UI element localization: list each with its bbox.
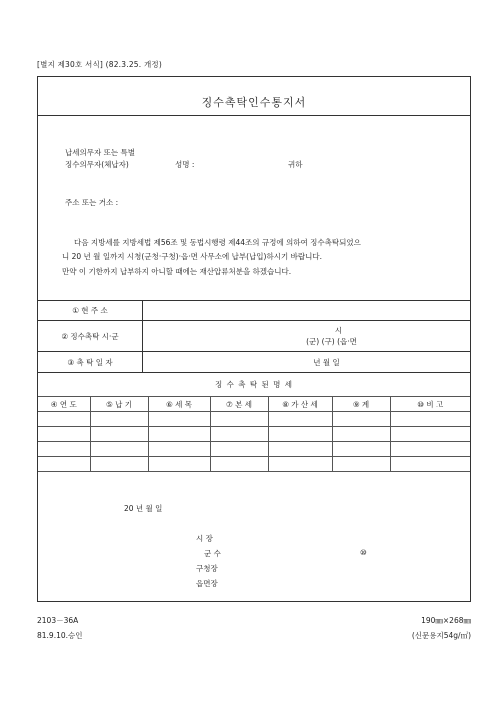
approval-date: 81.9.10.승인: [37, 631, 83, 640]
tax-detail-table: [38, 396, 470, 472]
col-year: ④ 연 도: [38, 397, 90, 412]
body-line-1: 다음 지방세를 지방세법 제56조 및 동법시행령 제44조의 규정에 의하여 징수촉탁되었으: [74, 238, 361, 247]
table-heading: 징 수 촉 탁 된 명 세: [214, 380, 294, 389]
honorific: 귀하: [288, 160, 303, 169]
address-row-label: ① 현 주 소: [38, 300, 143, 321]
form-title: 징수촉탁인수통지서: [201, 96, 307, 109]
form-frame: [37, 76, 471, 602]
table-header-row: [38, 397, 470, 412]
name-label: 성명 :: [175, 160, 195, 169]
col-tax-item: ⑥ 세 목: [148, 397, 210, 412]
office-si: 시: [334, 326, 343, 335]
info-rows: [38, 300, 470, 373]
col-surcharge: ⑧ 가 산 세: [268, 397, 332, 412]
table-row: [38, 412, 470, 427]
paper-size: 190㎜×268㎜: [421, 616, 471, 625]
title-divider: [38, 115, 470, 116]
col-remarks: ⑩ 비 고: [390, 397, 470, 412]
form-code: 2103－36A: [37, 616, 79, 625]
table-row: [38, 457, 470, 472]
title-county-head: 군 수: [204, 549, 221, 558]
commission-date-value: 년 월 일: [143, 352, 471, 373]
title-district-head: 구청장: [196, 564, 218, 573]
office-units: (군) (구) (읍·면: [306, 337, 357, 346]
issue-date: 20 년 월 일: [124, 504, 163, 513]
col-due: ⑤ 납 기: [90, 397, 148, 412]
col-principal: ⑦ 본 세: [210, 397, 268, 412]
commission-date-label: ③ 촉 탁 일 자: [38, 352, 143, 373]
body-line-3: 만약 이 기한까지 납부하지 아니할 때에는 재산압류처분을 하겠습니다.: [62, 267, 292, 276]
taxpayer-label-2: 징수의무자(체납자): [65, 160, 129, 169]
body-line-2: 니 20 년 월 일까지 시청(군청·구청)·읍·면 사무소에 납부(납입)하시기 바랍니다.: [62, 252, 322, 261]
seal-mark: ⑩: [360, 548, 367, 557]
commission-office-label: ② 징수촉탁 시·군: [38, 321, 143, 352]
address-label: 주소 또는 거소 :: [65, 198, 119, 207]
table-row: [38, 427, 470, 442]
table-row: [38, 442, 470, 457]
address-row-value: [143, 300, 471, 321]
title-mayor: 시 장: [196, 534, 213, 543]
title-township-head: 읍면장: [196, 579, 218, 588]
col-total: ⑨ 계: [332, 397, 390, 412]
commission-office-value: [143, 321, 471, 352]
paper-type: (신문용지54g/㎡): [411, 631, 471, 640]
form-reference: [별지 제30호 서식] (82.3.25. 개정): [37, 60, 162, 69]
taxpayer-label-1: 납세의무자 또는 특별: [65, 148, 135, 157]
